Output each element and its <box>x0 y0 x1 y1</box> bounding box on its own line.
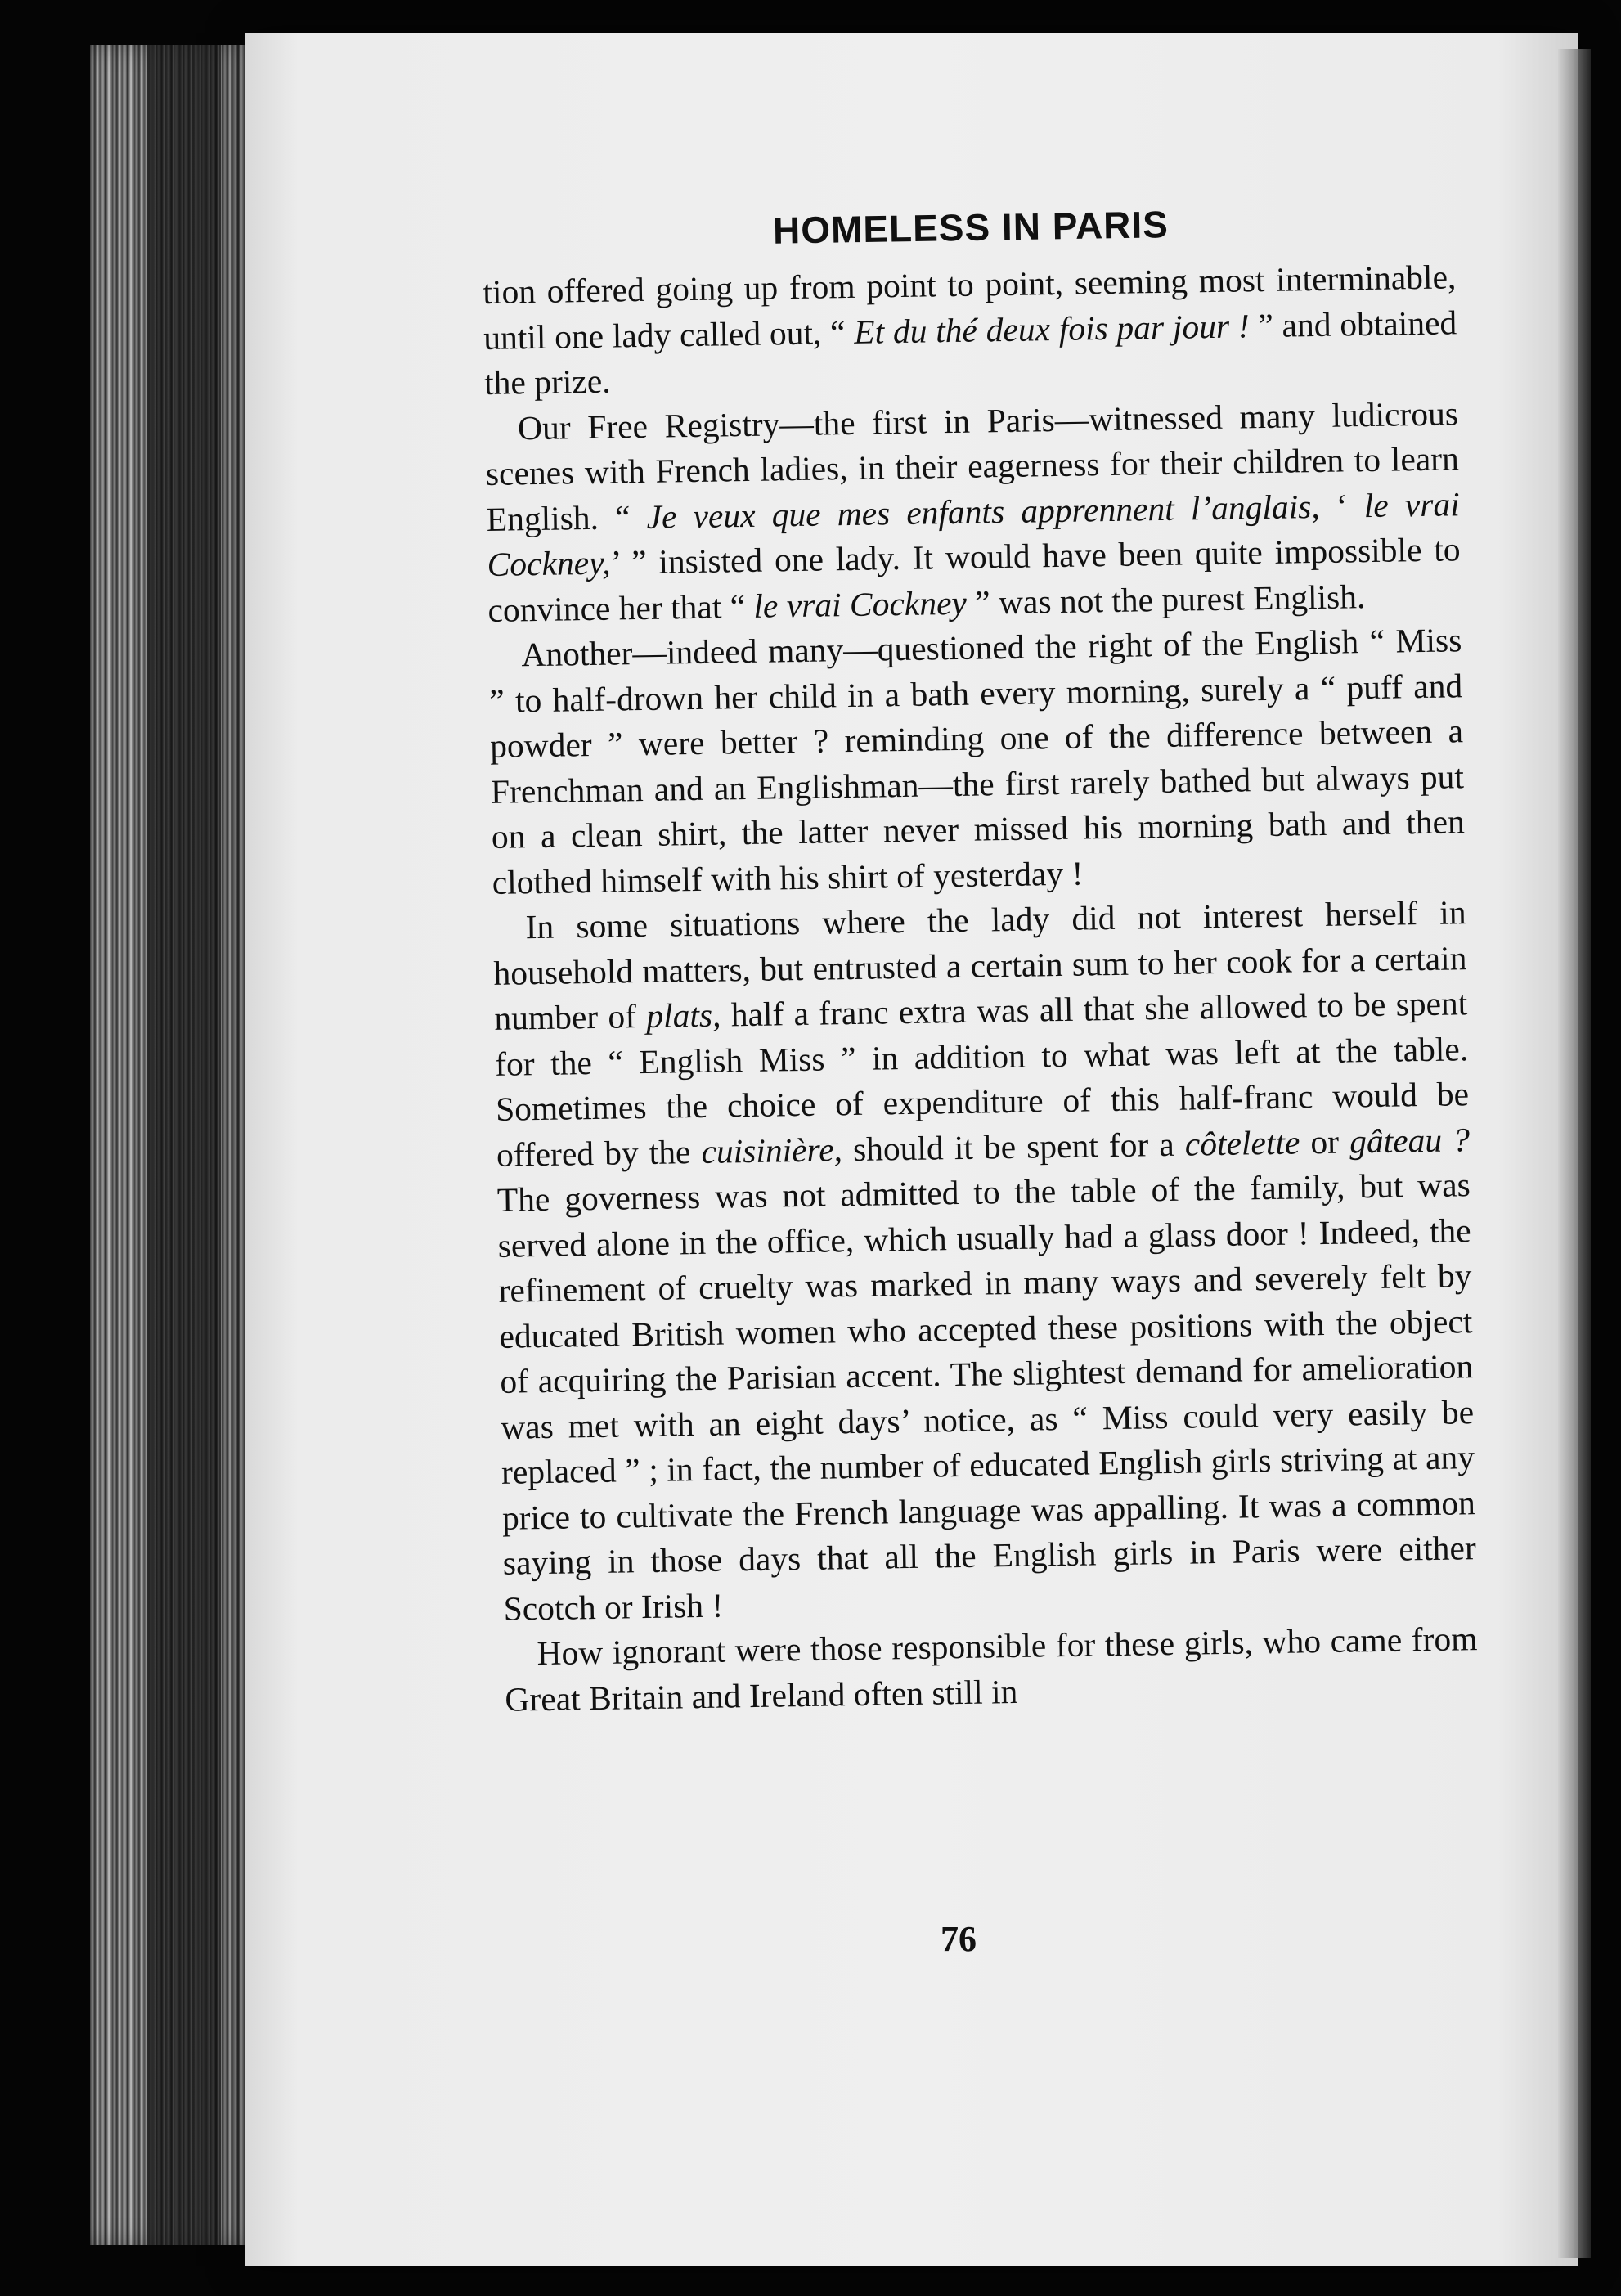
text-run: Another—indeed many—questioned the right of the English “ Miss ” to half-drown her child in a bath every morning, surely a “ puff and powder ” were better ? reminding one of the difference between a Frenchman and an Englishman—the first rarely bathed but always put on a clean shirt, the latter never missed his morning bath and then clothed himself with his shirt of yesterday ! <box>488 621 1466 901</box>
text-run: In some situations where the lady did not interest herself in household matters, but entrusted a certain sum to her cook for a certain number of <box>493 893 1467 1037</box>
italic-text: le vrai Cockney <box>753 583 968 625</box>
book-gutter-shadow <box>147 45 221 2245</box>
italic-text: plats, <box>645 995 721 1035</box>
text-run: The governess was not admitted to the table of the family, but was served alone in the office, which usually had a glass door ! Indeed, the refinement of cruelty was marked in many ways and severely felt by educated British women who accepted these positions with the object of acquiring the Parisian accent. The slightest demand for amelioration was met with an eight days’ notice, as “ Miss could very easily be replaced ” ; in fact, the number of educated English girls striving at any price to cultivate the French language was appalling. It was a common saying in those days that all the English girls in Paris were either Scotch or Irish ! <box>496 1166 1477 1628</box>
page-number: 76 <box>941 1919 977 1959</box>
paragraph <box>483 254 1457 406</box>
text-run: ” was not the purest English. <box>966 577 1366 622</box>
text-run: ’ ” insisted one lady. It would have been quite impossible to convince her that “ <box>487 530 1461 629</box>
text-run: How ignorant were those responsible for these girls, who came from Great Britain and Ireland often still in <box>505 1620 1478 1719</box>
running-head: HOMELESS IN PARIS <box>772 203 1170 252</box>
paragraph <box>504 1616 1479 1723</box>
text-run: ” and obtained the prize. <box>483 303 1457 402</box>
page-right-edge <box>1558 49 1591 2258</box>
text-run: Our Free Registry—the first in Paris—witnessed many ludicrous scenes with French ladies, in their eagerness for their children to learn English. “ <box>485 393 1460 538</box>
paragraph <box>488 618 1466 905</box>
italic-text: le vrai Cockney, <box>487 484 1460 583</box>
text-run: or <box>1299 1121 1350 1161</box>
body-text <box>483 254 1479 1722</box>
paragraph <box>485 391 1462 633</box>
italic-text: gâteau ? <box>1349 1120 1471 1160</box>
paragraph <box>492 890 1477 1632</box>
italic-text: Et du thé deux fois par jour ! <box>853 306 1250 351</box>
italic-text: Je veux que mes enfants apprennent l’anglais, <box>646 487 1321 536</box>
text-run: should it be spent for a <box>842 1125 1186 1168</box>
text-run: ‘ <box>1319 486 1365 525</box>
italic-text: côtelette <box>1184 1122 1300 1163</box>
text-run: tion offered going up from point to point, seeming most interminable, until one lady called out, “ <box>483 258 1457 357</box>
text-run: half a franc extra was all that she allowed to be spent for the “ English Miss ” in addition to what was left at the table. Sometimes the choice of expenditure of this half-franc would be offered by the <box>494 984 1470 1174</box>
italic-text: cuisinière, <box>701 1130 843 1170</box>
